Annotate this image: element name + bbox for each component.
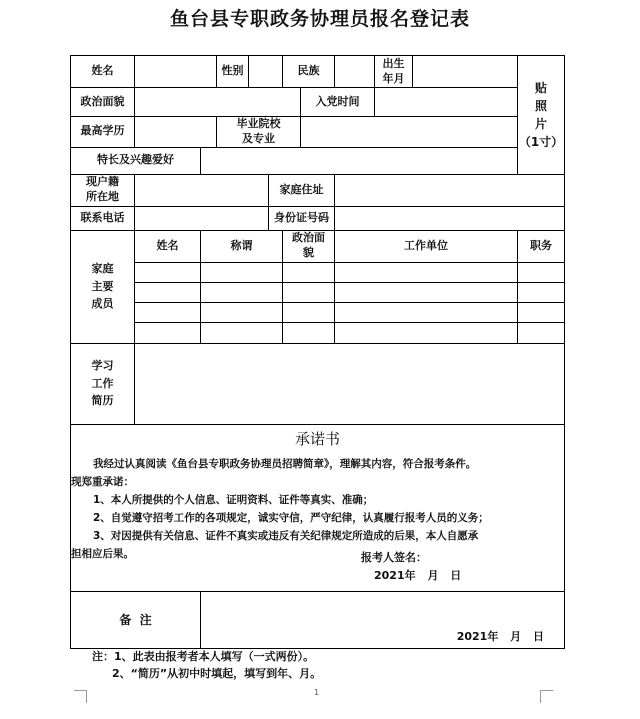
family-politics-cell[interactable] (283, 302, 335, 322)
registration-form (70, 55, 565, 649)
family-col-name: 姓名 (135, 230, 201, 262)
family-position-cell[interactable] (518, 302, 565, 322)
hukou-label: 现户籍 所在地 (71, 174, 135, 206)
politics-label: 政治面貌 (71, 88, 135, 117)
promise-intro2: 现郑重承诺： (71, 475, 134, 488)
phone-label: 联系电话 (71, 206, 135, 230)
ethnicity-label: 民族 (283, 56, 335, 88)
family-workplace-cell[interactable] (335, 322, 518, 343)
family-relation-cell[interactable] (201, 322, 283, 343)
photo-label-1: 贴 (534, 80, 547, 95)
note-2: 2、“简历”从初中时填起，填写到年、月。 (112, 667, 322, 680)
family-name-cell[interactable] (135, 282, 201, 302)
family-name-cell[interactable] (135, 302, 201, 322)
party-join-label: 入党时间 (301, 88, 375, 117)
family-relation-cell[interactable] (201, 302, 283, 322)
party-join-input[interactable] (375, 88, 518, 117)
name-input[interactable] (135, 56, 217, 88)
crop-mark-left (74, 690, 87, 703)
family-col-workplace: 工作单位 (335, 230, 518, 262)
family-row (71, 302, 565, 322)
resume-label: 学习 工作 简历 (71, 343, 135, 424)
signature-label: 报考人签名： (361, 550, 427, 564)
family-workplace-cell[interactable] (335, 282, 518, 302)
crop-mark-right (540, 690, 553, 703)
family-name-cell[interactable] (135, 262, 201, 282)
notes (92, 648, 321, 682)
family-col-relation: 称谓 (201, 230, 283, 262)
family-col-politics: 政治面 貌 (283, 230, 335, 262)
family-col-position: 职务 (518, 230, 565, 262)
family-relation-cell[interactable] (201, 282, 283, 302)
hobbies-label: 特长及兴趣爱好 (71, 147, 201, 174)
hukou-input[interactable] (135, 174, 269, 206)
family-row (71, 282, 565, 302)
school-input[interactable] (301, 117, 518, 148)
family-politics-cell[interactable] (283, 282, 335, 302)
family-politics-cell[interactable] (283, 322, 335, 343)
promise-date: 2021年 月 日 (374, 568, 462, 582)
hobbies-input[interactable] (201, 147, 518, 174)
phone-input[interactable] (135, 206, 269, 230)
family-position-cell[interactable] (518, 262, 565, 282)
address-label: 家庭住址 (269, 174, 335, 206)
promise-section (71, 424, 565, 591)
resume-input[interactable] (135, 343, 565, 424)
promise-item-2: 2、自觉遵守招考工作的各项规定，诚实守信，严守纪律，认真履行报考人员的义务； (93, 511, 489, 524)
promise-item-3-cont: 担相应后果。 (71, 547, 134, 560)
promise-item-1: 1、本人所提供的个人信息、证明资料、证件等真实、准确； (93, 493, 374, 506)
form-title: 鱼台县专职政务协理员报名登记表 (169, 8, 470, 30)
family-label: 家庭 主要 成员 (71, 230, 135, 343)
photo-label-3: 片 (534, 116, 547, 131)
family-workplace-cell[interactable] (335, 302, 518, 322)
photo-label-4: （1寸） (518, 134, 564, 149)
school-label: 毕业院校 及专业 (217, 117, 301, 148)
name-label: 姓名 (71, 56, 135, 88)
remarks-input[interactable] (201, 591, 565, 648)
family-politics-cell[interactable] (283, 262, 335, 282)
photo-box[interactable] (518, 56, 565, 175)
address-input[interactable] (335, 174, 565, 206)
family-workplace-cell[interactable] (335, 262, 518, 282)
birth-input[interactable] (413, 56, 518, 88)
page-number: 1 (314, 688, 320, 697)
family-row (71, 322, 565, 343)
promise-item-3: 3、对因提供有关信息、证件不真实或违反有关纪律规定所造成的后果，本人自愿承 (93, 529, 479, 542)
promise-title: 承诺书 (294, 429, 340, 448)
id-number-label: 身份证号码 (269, 206, 335, 230)
family-position-cell[interactable] (518, 322, 565, 343)
politics-input[interactable] (135, 88, 301, 117)
family-row (71, 262, 565, 282)
remarks-date: 2021年 月 日 (456, 629, 544, 643)
note-1: 注：1、此表由报考者本人填写（一式两份）。 (92, 650, 315, 663)
remarks-label: 备 注 (71, 591, 201, 648)
family-name-cell[interactable] (135, 322, 201, 343)
ethnicity-input[interactable] (335, 56, 375, 88)
family-relation-cell[interactable] (201, 262, 283, 282)
education-label: 最高学历 (71, 117, 135, 148)
education-input[interactable] (135, 117, 217, 148)
birth-label: 出生 年月 (375, 56, 413, 88)
photo-label-2: 照 (534, 98, 547, 113)
gender-input[interactable] (249, 56, 283, 88)
promise-intro: 我经过认真阅读《鱼台县专职政务协理员招聘简章》，理解其内容，符合报考条件。 (93, 457, 477, 470)
id-number-input[interactable] (335, 206, 565, 230)
gender-label: 性别 (217, 56, 249, 88)
family-position-cell[interactable] (518, 282, 565, 302)
